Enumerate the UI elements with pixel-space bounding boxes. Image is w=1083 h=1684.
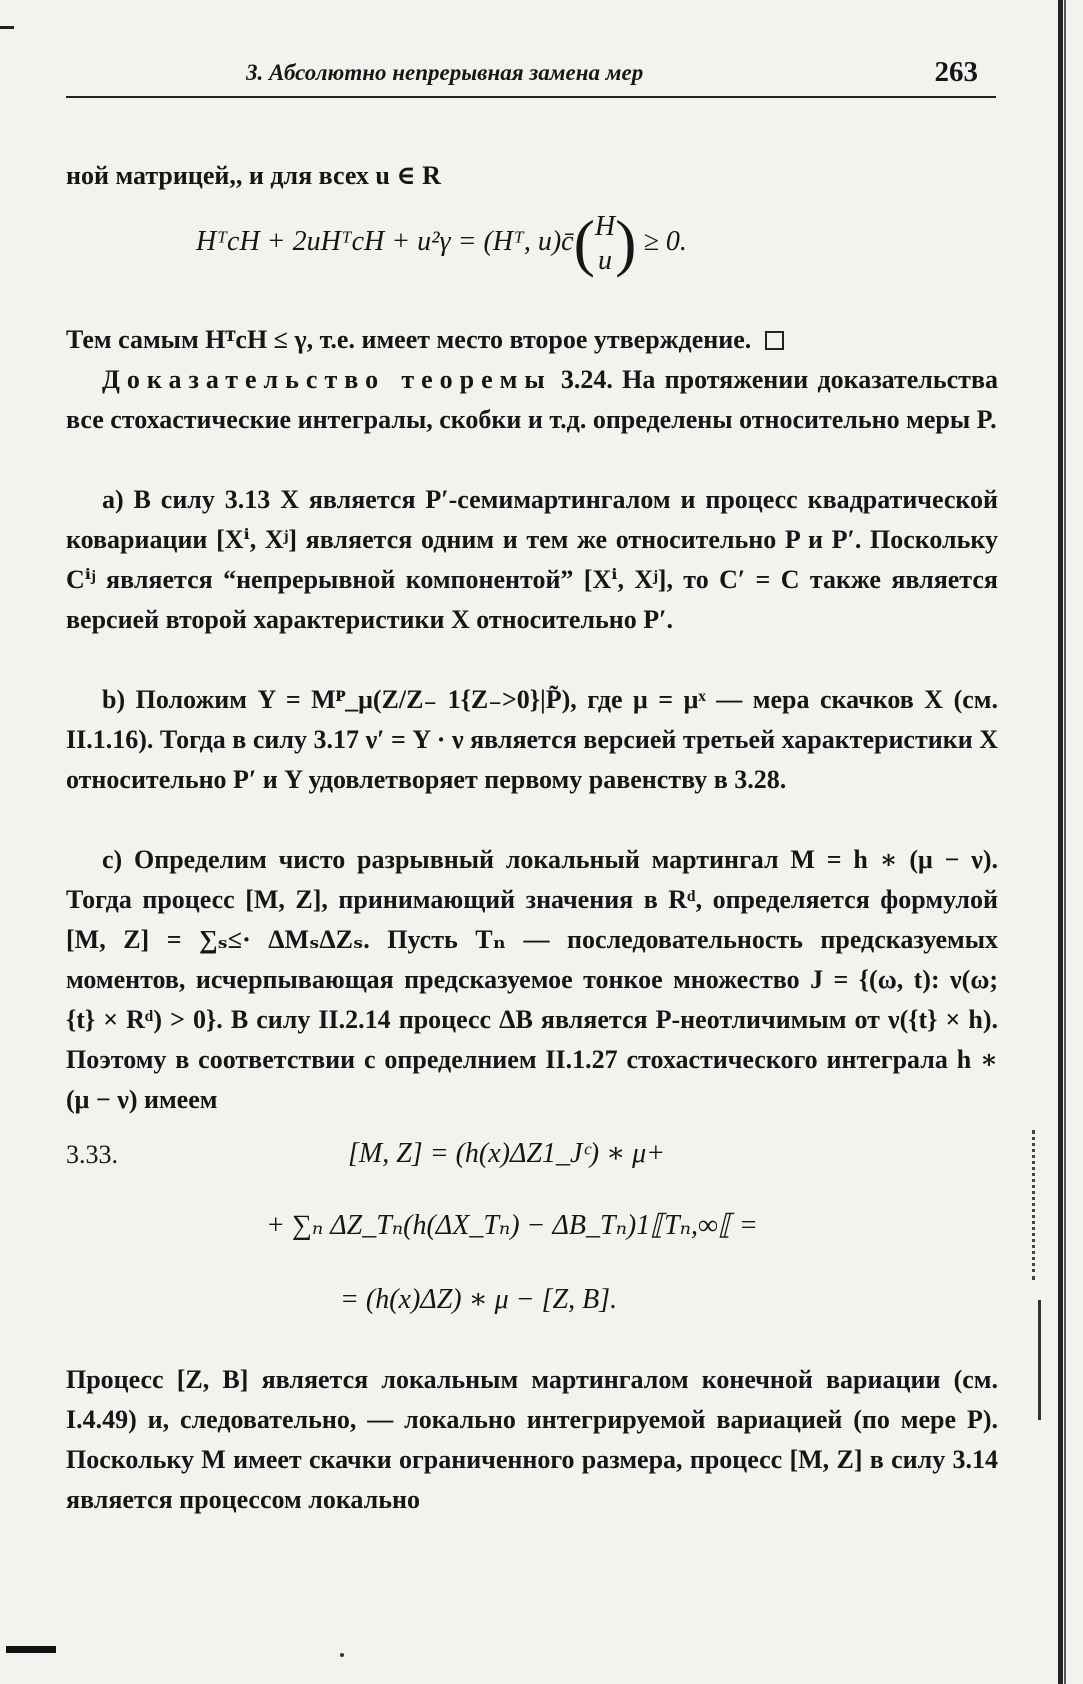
equation-number: 3.33. — [66, 1140, 118, 1169]
part-c-paragraph — [66, 840, 998, 1120]
scan-mark — [1032, 1130, 1045, 1280]
proof-label: Доказательство теоремы — [102, 365, 552, 394]
header-rule — [66, 96, 996, 98]
page-header — [66, 56, 996, 98]
equation-line-1 — [348, 1136, 665, 1170]
scan-mark — [1038, 1300, 1047, 1420]
part-c-text: c) Определим чисто разрывный локальный мартингал M = h ∗ (μ − ν). Тогда процесс [M, Z], принимающий значения в Rᵈ, определяется формулой [M, Z] = ∑ₛ≤· ΔMₛΔZₛ. Пусть Tₙ — последовательность предсказуемых моментов, исчерпывающая предсказуемое тонкое множество J = {(ω, t): ν(ω; {t} × Rᵈ) > 0}. В силу II.2.14 процесс ΔB является P-неотличимым от ν({t} × h). Поэтому в соответствии с определнием II.1.27 стохастического интеграла h ∗ (μ − ν) имеем — [66, 845, 998, 1114]
vector-top: H — [594, 210, 616, 242]
scan-speck — [340, 1653, 344, 1657]
conclusion-text: Тем самым HᵀcH ≤ γ, т.е. имеет место второе утверждение. — [66, 325, 752, 354]
equation-line-2-text: + ∑ₙ ΔZ_Tₙ(h(ΔX_Tₙ) − ΔB_Tₙ)1⟦Tₙ,∞⟦ = — [266, 1210, 758, 1241]
proof-paragraph — [66, 360, 998, 440]
equation-line-3-text: = (h(x)ΔZ) ∗ μ − [Z, B]. — [340, 1284, 618, 1315]
vector-bottom: u — [598, 244, 613, 276]
formula-1: HᵀcH + 2uHᵀcH + u²γ = (Hᵀ, u)c̄(H u) ≥ 0. — [196, 207, 687, 278]
proof-intro: 3.24. На протяжении доказательства все стохастические интегралы, скобки и т.д. определены относительно меры P. — [66, 365, 998, 434]
formula-1-lhs: HᵀcH + 2uHᵀcH + u²γ = (Hᵀ, u)c̄ — [196, 226, 574, 257]
page-edge — [1058, 0, 1063, 1684]
qed-square-icon — [765, 331, 784, 350]
part-a-paragraph — [66, 480, 998, 640]
closing-paragraph — [66, 1360, 998, 1520]
closing-text: Процесс [Z, B] является локальным мартингалом конечной вариации (см. I.4.49) и, следовательно, — локально интегрируемой вариацией (по мере P). Поскольку M имеет скачки ограниченного размера, процесс [M, Z] в силу 3.14 является процессом локально — [66, 1365, 998, 1514]
page-number: 263 — [934, 56, 978, 88]
conclusion-line — [66, 320, 998, 360]
formula-1-tail: ≥ 0. — [643, 226, 687, 257]
running-head: 3. Абсолютно непрерывная замена мер — [246, 60, 644, 85]
scan-mark — [6, 1646, 56, 1653]
equation-line-1-text: [M, Z] = (h(x)ΔZ1_Jᶜ) ∗ μ+ — [348, 1138, 666, 1169]
equation-line-2 — [266, 1208, 758, 1242]
part-b-paragraph — [66, 680, 998, 800]
intro-text: ной матрицей,, и для всех u ∈ R — [66, 161, 441, 190]
scan-mark — [0, 26, 14, 29]
part-b-text: b) Положим Y = Mᴾ_μ(Z/Z₋ 1{Z₋>0}|P̃), где μ = μˣ — мера скачков X (см. II.1.16). Тогда в силу 3.17 ν′ = Y · ν является версией третьей характеристики X относительно P′ и Y удовлетворяет первому равенству в 3.28. — [66, 685, 998, 794]
page-edge — [1064, 0, 1066, 1684]
equation-line-3 — [340, 1282, 617, 1316]
intro-line — [66, 156, 998, 196]
part-a-text: a) В силу 3.13 X является P′-семимартингалом и процесс квадратической ковариации [Xⁱ, Xʲ] является одним и тем же относительно P и P′. Поскольку Cⁱʲ является “непрерывной компонентой” [Xⁱ, Xʲ], то C′ = C также является версией второй характеристики X относительно P′. — [66, 485, 998, 634]
formula-1-vector — [595, 210, 615, 278]
